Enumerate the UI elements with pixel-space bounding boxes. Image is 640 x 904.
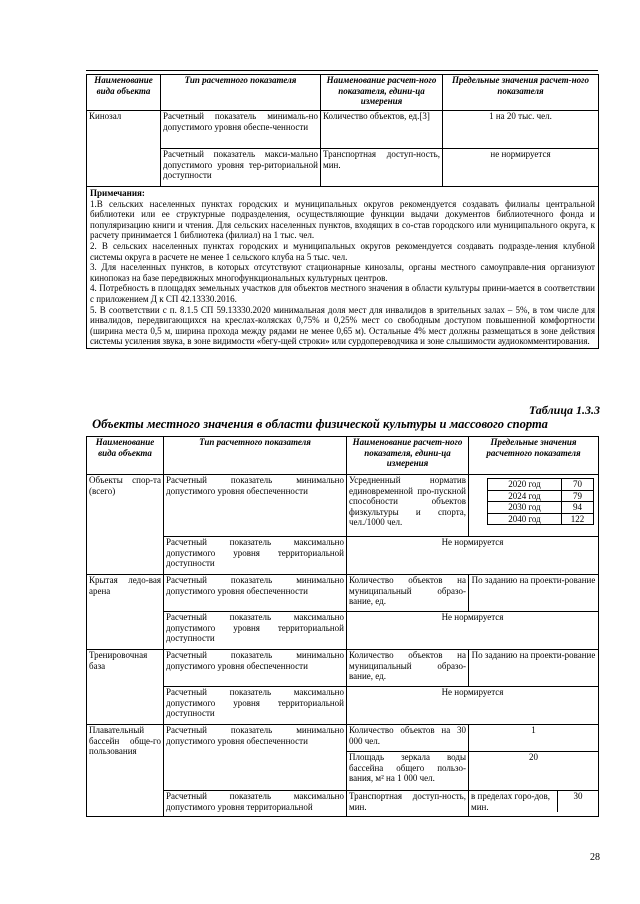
year: 2024 год [488,490,562,502]
type-cell: Расчетный показатель минимально допустимого уровня обеспеченности [164,475,347,537]
col-header-name: Наименование расчет-ного показателя, едини-ца измерения [321,75,443,111]
year: 2020 год [488,479,562,491]
name-cell: Усредненный норматив единовременной про-пускной способности объектов физкультуры и спорта, чел./1000 чел. [347,475,469,537]
type-cell: Расчетный показатель минимально допустимого уровня обеспеченности [164,575,347,612]
value-cell [469,791,599,817]
notes-title: Примечания: [90,188,145,198]
name-cell: Транспортная доступ-ность, мин. [321,149,443,187]
type-cell: Расчетный показатель минимально допустимого уровня обеспеченности [164,725,347,791]
years-cell [469,475,599,537]
value-cell: не нормируется [443,149,599,187]
object-training-base: Тренировочная база [87,650,164,725]
sport-table [86,436,599,817]
note-1: 1.В сельских населенных пунктах городских и муниципальных округов рекомендуется создавать филиалы центральной библиотеки или ее структурные подразделения, осуществляющие функции выдачи документов библиотечного фонда и популяризацию книги и чтения. Для сельских населенных пунктов, входящих в со-став городского или муниципального округа, к расчету принимается 1 библиотека (филиал) на 1 тыс. чел. [90,198,595,241]
not-normed: Не нормируется [347,687,599,725]
object-cinema: Кинозал [87,111,161,187]
name-cell: Количество объектов, ед.[3] [321,111,443,149]
name-cell: Количество объектов на муниципальный образо-вание, ед. [347,650,469,687]
value-part: 30 [573,791,583,801]
name-cell: Количество объектов на 30 000 чел. [347,725,469,752]
type-cell: Расчетный показатель максимально допустимого уровня территориальной доступности [164,537,347,575]
years-table [487,478,594,525]
value-cell: 20 [469,752,599,791]
value-cell: 1 [469,725,599,752]
name-cell: Количество объектов на муниципальный образо-вание, ед. [347,575,469,612]
not-normed: Не нормируется [347,612,599,650]
note-5: 5. В соответствии с п. 8.1.5 СП 59.13330.2020 минимальная доля мест для инвалидов в зрительных залах – 5%, в том числе для инвалидов, передвигающихся на креслах-колясках 0,75% и 0,25% мест со свободным доступом повышенной комфортности (ширина места 0,5 м, ширина прохода между рядами не менее 0,65 м). Остальные 4% мест должны размещаться в зоне действия системы усиления звука, в зоне видимости «бегу-щей строки» или сурдопереводчика и зоне слышимости аудиокомментирования. [90,304,595,347]
col-header-type: Тип расчетного показателя [164,437,347,475]
page-number: 28 [590,852,600,863]
value-cell: По заданию на проекти-рование [469,575,599,612]
type-cell: Расчетный показатель максимально допустимого уровня территориальной доступности [164,612,347,650]
col-header-type: Тип расчетного показателя [161,75,321,111]
object-sport: Объекты спор-та (всего) [87,475,164,575]
year-value: 122 [562,513,594,525]
col-header-object: Наименование вида объекта [87,437,164,475]
col-header-value: Предельные значения расчет-ного показателя [443,75,599,111]
year-value: 79 [562,490,594,502]
type-cell: Расчетный показатель макси-мально допустимого уровня тер-риториальной доступности [161,149,321,187]
name-cell: Транспортная доступ-ность, мин. [347,791,469,817]
not-normed: Не нормируется [347,537,599,575]
note-3: 3. Для населенных пунктов, в которых отсутствуют стационарные кинозалы, органы местного самоуправле-ния организуют кинопоказ на базе передвижных многофункциональных культурных центров. [90,262,595,283]
value-part: в пределах горо-дов, мин. [469,791,558,812]
year: 2040 год [488,513,562,525]
note-2: 2. В сельских населенных пунктах городских и муниципальных округов рекомендуется создавать подразде-ления клубной системы округа в расчете не менее 1 сельского клуба на 5 тыс. чел. [90,240,595,262]
type-cell: Расчетный показатель максимально допустимого уровня территориальной [164,791,347,817]
object-ice-arena: Крытая ледо-вая арена [87,575,164,650]
culture-table [86,74,599,349]
type-cell: Расчетный показатель максимально допустимого уровня территориальной доступности [164,687,347,725]
table-number: Таблица 1.3.3 [528,403,600,417]
year: 2030 год [488,502,562,514]
value-cell: 1 на 20 тыс. чел. [443,111,599,149]
col-header-object: Наименование вида объекта [87,75,161,111]
object-pool: Плавательный бассейн обще-го пользования [87,725,164,817]
note-4: 4. Потребность в площадях земельных участков для объектов местного значения в области культуры прини-мается в соответствии с приложением Д к СП 42.13330.2016. [90,283,595,304]
top-rule [86,70,598,71]
type-cell: Расчетный показатель минималь-но допустимого уровня обеспе-ченности [161,111,321,149]
table-title: Объекты местного значения в области физической культуры и массового спорта [92,417,548,431]
year-value: 94 [562,502,594,514]
notes-cell [87,187,599,349]
col-header-value: Предельные значения расчетного показателя [469,437,599,475]
year-value: 70 [562,479,594,491]
name-cell: Площадь зеркала воды бассейна общего пользо-вания, м² на 1 000 чел. [347,752,469,791]
col-header-name: Наименование расчет-ного показателя, едини-ца измерения [347,437,469,475]
type-cell: Расчетный показатель минимально допустимого уровня обеспеченности [164,650,347,687]
value-cell: По заданию на проекти-рование [469,650,599,687]
